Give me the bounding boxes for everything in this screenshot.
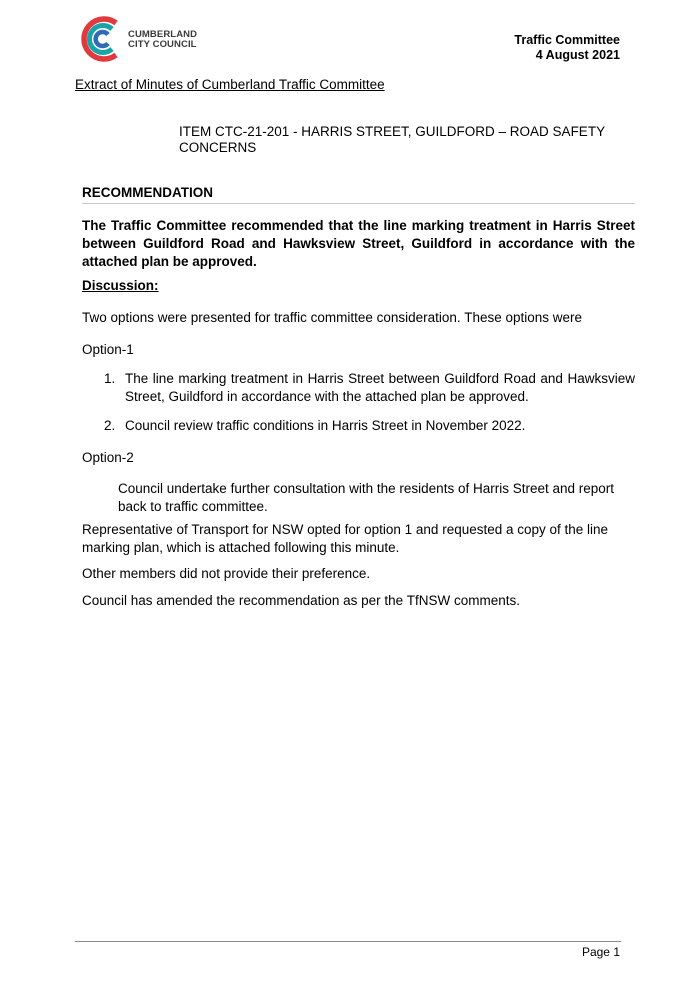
council-logo-icon xyxy=(76,14,126,64)
logo-line2: CITY COUNCIL xyxy=(128,39,197,50)
item-heading-line1: ITEM CTC-21-201 - HARRIS STREET, GUILDFORD – ROAD SAFETY xyxy=(179,124,606,139)
option2-text: Council undertake further consultation with the residents of Harris Street and report back to traffic committee. xyxy=(118,481,615,514)
council-logo xyxy=(76,14,206,66)
committee-title: Traffic Committee xyxy=(514,33,620,47)
discussion-paragraph: Representative of Transport for NSW opted for option 1 and requested a copy of the line marking plan, which is attached following this minute. xyxy=(82,522,609,555)
extract-title: Extract of Minutes of Cumberland Traffic Committee xyxy=(75,77,385,92)
list-item-text: The line marking treatment in Harris Street between Guildford Road and Hawksview Street, Guildford in accordance with the attached plan be approved. xyxy=(125,371,635,404)
item-heading-line2: CONCERNS xyxy=(179,140,257,155)
option2-label: Option-2 xyxy=(82,450,134,465)
list-item-text: Council review traffic conditions in Harris Street in November 2022. xyxy=(125,418,526,433)
recommendation-text: The Traffic Committee recommended that the line marking treatment in Harris Street between Guildford Road and Hawksview Street, Guildford in accordance with the attached plan be approved. xyxy=(82,218,635,269)
list-item-number: 2. xyxy=(104,418,116,433)
council-logo-text xyxy=(128,30,197,50)
item-heading xyxy=(179,124,649,156)
committee-date: 4 August 2021 xyxy=(535,48,620,62)
logo-line1: CUMBERLAND xyxy=(128,29,198,40)
discussion-intro: Two options were presented for traffic committee consideration. These options were xyxy=(82,310,583,325)
list-item-number: 1. xyxy=(104,371,116,386)
page-number: Page 1 xyxy=(581,945,620,959)
recommendation-heading: RECOMMENDATION xyxy=(82,185,213,200)
discussion-paragraph: Council has amended the recommendation as per the TfNSW comments. xyxy=(82,593,520,608)
discussion-paragraph: Other members did not provide their preference. xyxy=(82,566,371,581)
recommendation-divider xyxy=(82,203,635,204)
discussion-heading: Discussion: xyxy=(82,278,159,293)
option1-label: Option-1 xyxy=(82,342,134,357)
footer-divider xyxy=(75,941,621,942)
